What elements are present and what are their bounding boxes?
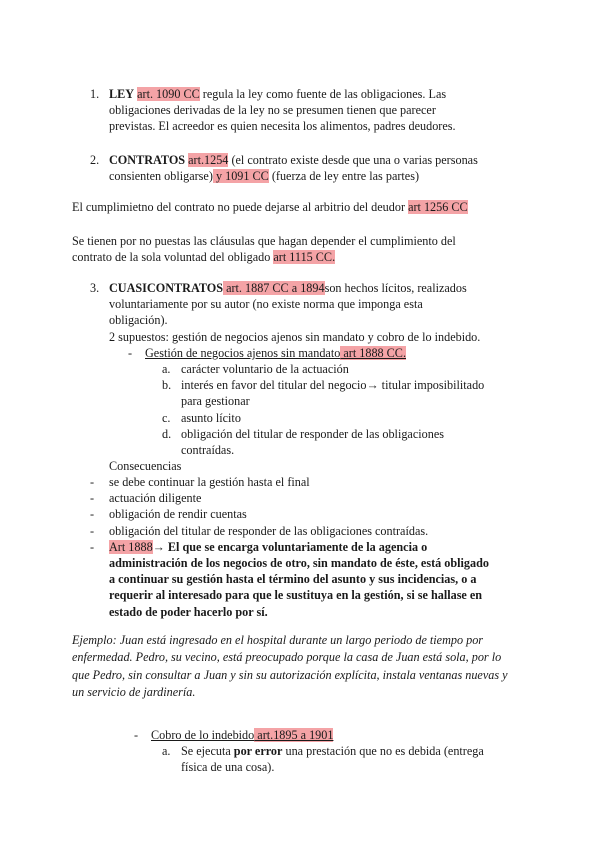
dash-bullet: -	[90, 539, 95, 554]
list-letter: d.	[162, 426, 172, 441]
text: El cumplimietno del contrato no puede dejarse al arbitrio del deudor	[72, 200, 409, 214]
text: obligaciones derivadas de la ley no se presumen tienen que parecer	[109, 103, 436, 118]
text: física de una cosa).	[181, 760, 275, 775]
heading-contratos: CONTRATOS	[109, 153, 186, 167]
text: consienten obligarse)	[109, 169, 213, 184]
list-item	[90, 523, 530, 539]
list-number: 2.	[90, 153, 100, 167]
dash-bullet: -	[90, 475, 95, 489]
text: obligación).	[109, 313, 168, 328]
text: estado de poder hacerlo por sí.	[109, 604, 268, 619]
list-letter: a.	[162, 744, 171, 758]
text: Ejemplo: Juan está ingresado en el hospital durante un largo periodo de tiempo por	[72, 633, 484, 647]
dash-bullet: -	[134, 728, 139, 742]
article-ref: art 1115 CC.	[273, 250, 336, 265]
dash-bullet: -	[90, 491, 95, 506]
text: una prestación que no es debida (entrega	[282, 744, 484, 758]
text: que Pedro, sin consultar a Juan y sin su autorización explícita, instala ventanas nuevas y	[72, 667, 508, 682]
list-item	[162, 426, 522, 458]
gestion-list	[162, 361, 522, 458]
dash-bullet: -	[90, 523, 95, 538]
text: interés en favor del titular del negocio→ titular imposibilitado	[181, 378, 485, 393]
text: Se ejecuta	[181, 744, 234, 758]
text: 2 supuestos: gestión de negocios ajenos sin mandato y cobro de lo indebido.	[109, 329, 481, 344]
article-ref: art.1254	[188, 153, 229, 167]
list-letter: b.	[162, 378, 172, 393]
article-ref: y 1091 CC	[212, 169, 269, 184]
list-item	[162, 410, 522, 426]
article-ref: art. 1887 CC a 1894	[223, 281, 325, 295]
list-item	[90, 490, 530, 506]
text: actuación diligente	[109, 491, 202, 506]
list-item	[90, 474, 530, 490]
list-letter: a.	[162, 362, 171, 376]
text: contrato de la sola voluntad del obligado	[72, 250, 274, 265]
list-item-art-1888	[90, 539, 530, 620]
text: (el contrato existe desde que una o varias personas	[228, 153, 478, 167]
text: enfermedad. Pedro, su vecino, está preocupado porque la casa de Juan está sola, por lo	[72, 650, 502, 665]
text: por error	[233, 744, 283, 758]
text: El que se encarga voluntariamente de la agencia o	[164, 539, 428, 554]
text: regula la ley como fuente de las obligaciones. Las	[199, 87, 447, 101]
paragraph-clausulas	[72, 233, 456, 265]
arrow-icon: →	[152, 539, 165, 554]
text: Consecuencias	[109, 459, 182, 473]
text: son hechos lícitos, realizados	[324, 281, 467, 295]
text: para gestionar	[181, 394, 250, 409]
text: voluntariamente por su autor (no existe norma que imponga esta	[109, 297, 423, 312]
consecuencias-list	[90, 474, 530, 620]
gestion-label: Gestión de negocios ajenos sin mandato	[145, 346, 341, 360]
text: Se tienen por no puestas las cláusulas que hagan depender el cumplimiento del	[72, 234, 456, 248]
text: obligación de rendir cuentas	[109, 507, 247, 522]
article-ref: art.1895 a 1901	[254, 728, 334, 742]
article-ref: Art 1888	[109, 539, 153, 554]
list-number: 1.	[90, 87, 100, 101]
text: requerir al interesado para que le sustituya en la gestión, si se hallase en	[109, 588, 483, 603]
list-item	[162, 377, 522, 409]
list-item	[90, 506, 530, 522]
article-ref: art. 1090 CC	[137, 87, 200, 101]
text: asunto lícito	[181, 410, 241, 425]
text: un servicio de jardinería.	[72, 685, 196, 700]
text: obligación del titular de responder de las obligaciones contraídas.	[109, 523, 429, 538]
heading-ley: LEY	[109, 87, 135, 101]
text: carácter voluntario de la actuación	[181, 362, 349, 376]
consecuencias-title	[109, 458, 181, 474]
text: contraídas.	[181, 442, 235, 457]
list-item	[162, 361, 522, 377]
paragraph-arbitrio	[72, 199, 468, 215]
text: administración de los negocios de otro, sin mandato de éste, está obligado	[109, 555, 489, 570]
cobro-label: Cobro de lo indebido	[151, 728, 255, 742]
ejemplo-paragraph	[72, 632, 542, 702]
article-ref: art 1256 CC	[408, 200, 468, 214]
article-ref: art 1888 CC.	[340, 346, 406, 360]
text: se debe continuar la gestión hasta el final	[109, 475, 310, 489]
dash-bullet: -	[128, 346, 133, 360]
text: previstas. El acreedor es quien necesita los alimentos, padres deudores.	[109, 119, 456, 134]
text: obligación del titular de responder de las obligaciones	[181, 426, 444, 441]
dash-bullet: -	[90, 507, 95, 522]
text: a continuar su gestión hasta el término del asunto y sus incidencias, o a	[109, 572, 477, 587]
text: (fuerza de ley entre las partes)	[268, 169, 420, 184]
list-letter: c.	[162, 410, 171, 425]
heading-cuasicontratos: CUASICONTRATOS	[109, 281, 224, 295]
list-number: 3.	[90, 281, 100, 295]
